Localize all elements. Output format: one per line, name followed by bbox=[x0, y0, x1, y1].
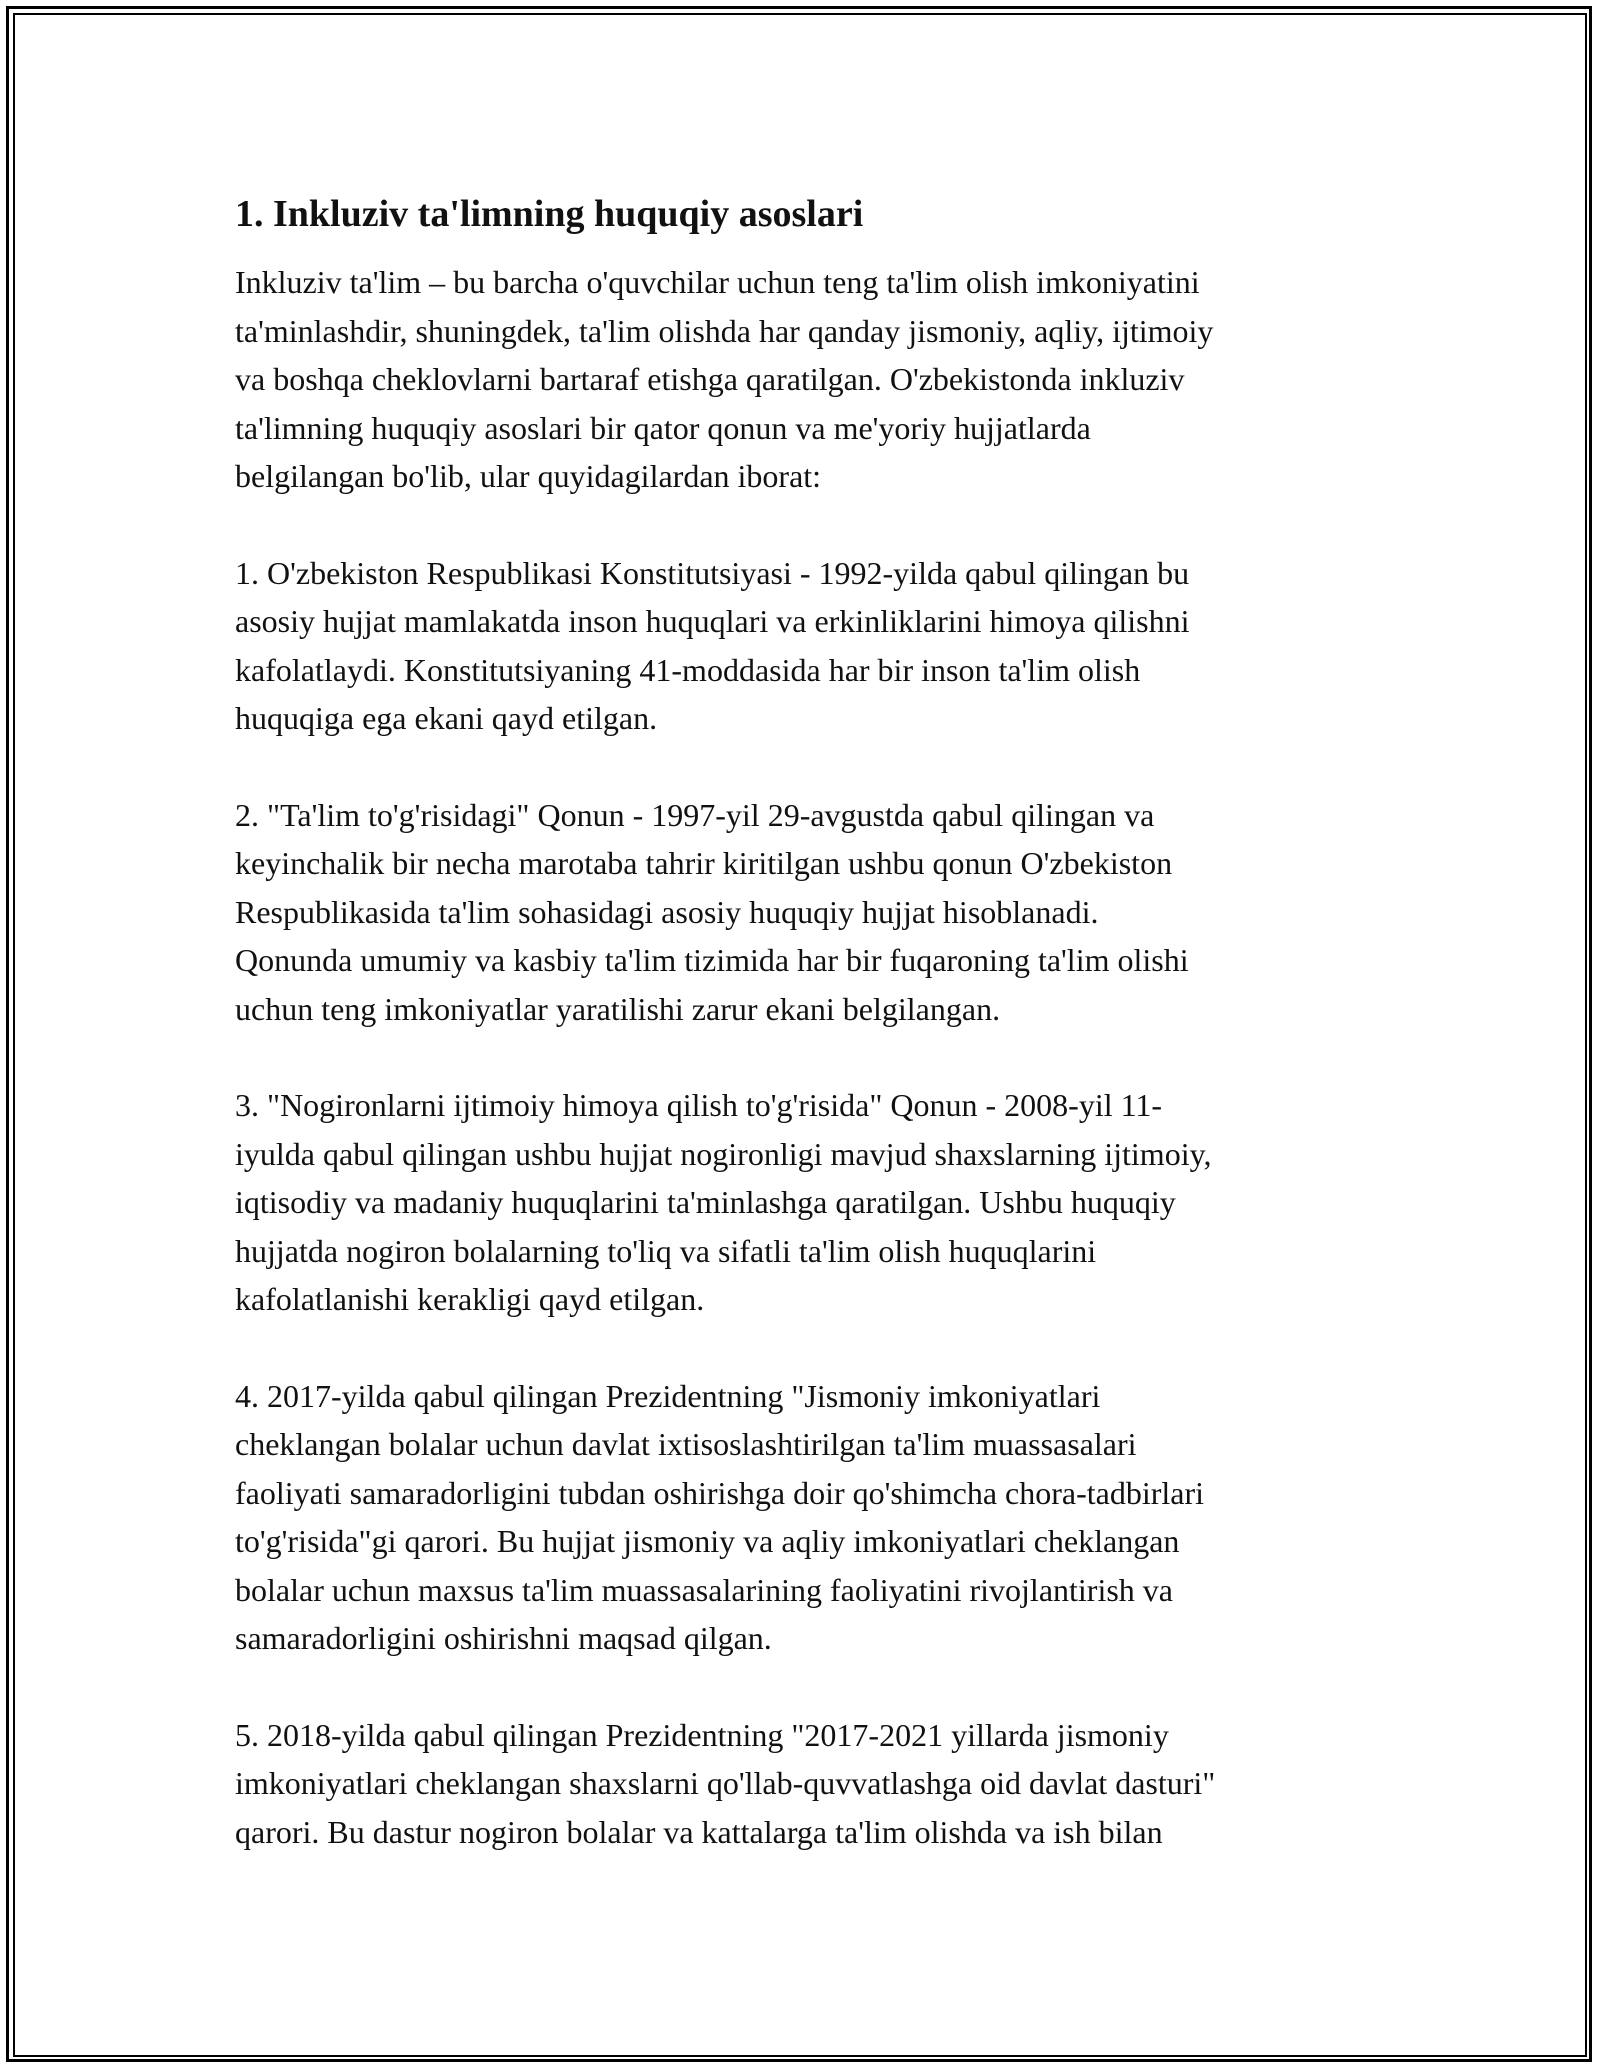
list-item-constitution bbox=[235, 549, 1395, 743]
text-line: to'g'risida"gi qarori. Bu hujjat jismoniy va aqliy imkoniyatlari cheklangan bbox=[235, 1523, 1180, 1559]
text-line: ta'minlashdir, shuningdek, ta'lim olishda har qanday jismoniy, aqliy, ijtimoiy bbox=[235, 312, 1214, 349]
text-line: keyinchalik bir necha marotaba tahrir kiritilgan ushbu qonun O'zbekiston bbox=[235, 845, 1173, 881]
text-line: samaradorligini oshirishni maqsad qilgan. bbox=[235, 1620, 772, 1656]
section-heading: 1. Inkluziv ta'limning huquqiy asoslari bbox=[235, 193, 864, 235]
text-line: va boshqa cheklovlarni bartaraf etishga qaratilgan. O'zbekistonda inkluziv bbox=[235, 361, 1185, 397]
text-line: bolalar uchun maxsus ta'lim muassasalarining faoliyatini rivojlantirish va bbox=[235, 1571, 1173, 1608]
text-line: 3. "Nogironlarni ijtimoiy himoya qilish to'g'risida" Qonun - 2008-yil 11- bbox=[235, 1087, 1163, 1123]
text-line: faoliyati samaradorligini tubdan oshirishga doir qo'shimcha chora-tadbirlari bbox=[235, 1474, 1205, 1511]
text-line: 5. 2018-yilda qabul qilingan Prezidentning "2017-2021 yillarda jismoniy bbox=[235, 1716, 1169, 1753]
text-line: Qonunda umumiy va kasbiy ta'lim tizimida har bir fuqaroning ta'lim olishi bbox=[235, 942, 1189, 978]
list-item-education-law bbox=[235, 791, 1395, 1034]
list-item-decree-2018 bbox=[235, 1711, 1395, 1857]
text-line: cheklangan bolalar uchun davlat ixtisoslashtirilgan ta'lim muassasalari bbox=[235, 1426, 1137, 1462]
intro-paragraph bbox=[235, 258, 1395, 501]
text-line: imkoniyatlari cheklangan shaxslarni qo'llab-quvvatlashga oid davlat dasturi" bbox=[235, 1765, 1216, 1801]
text-line: kafolatlanishi kerakligi qayd etilgan. bbox=[235, 1281, 705, 1317]
text-line: ta'limning huquqiy asoslari bir qator qonun va me'yoriy hujjatlarda bbox=[235, 409, 1091, 446]
text-line: Inkluziv ta'lim – bu barcha o'quvchilar uchun teng ta'lim olish imkoniyatini bbox=[235, 264, 1200, 300]
text-line: qarori. Bu dastur nogiron bolalar va kattalarga ta'lim olishda va ish bilan bbox=[235, 1813, 1163, 1850]
list-item-decree-2017 bbox=[235, 1372, 1395, 1663]
text-line: 1. O'zbekiston Respublikasi Konstitutsiyasi - 1992-yilda qabul qilingan bu bbox=[235, 554, 1190, 591]
text-line: asosiy hujjat mamlakatda inson huquqlari va erkinliklarini himoya qilishni bbox=[235, 603, 1190, 639]
text-line: Respublikasida ta'lim sohasidagi asosiy huquqiy hujjat hisoblanadi. bbox=[235, 893, 1099, 930]
document-body bbox=[235, 190, 1395, 1904]
text-line: 4. 2017-yilda qabul qilingan Prezidentning "Jismoniy imkoniyatlari bbox=[235, 1377, 1101, 1414]
text-line: uchun teng imkoniyatlar yaratilishi zarur ekani belgilangan. bbox=[235, 990, 1001, 1027]
text-line: iyulda qabul qilingan ushbu hujjat nogironligi mavjud shaxslarning ijtimoiy, bbox=[235, 1135, 1212, 1172]
text-line: kafolatlaydi. Konstitutsiyaning 41-moddasida har bir inson ta'lim olish bbox=[235, 651, 1141, 688]
text-line: 2. "Ta'lim to'g'risidagi" Qonun - 1997-yil 29-avgustda qabul qilingan va bbox=[235, 796, 1155, 833]
text-line: iqtisodiy va madaniy huquqlarini ta'minlashga qaratilgan. Ushbu huquqiy bbox=[235, 1184, 1176, 1220]
text-line: hujjatda nogiron bolalarning to'liq va sifatli ta'lim olish huquqlarini bbox=[235, 1232, 1097, 1269]
text-line: huquqiga ega ekani qayd etilgan. bbox=[235, 700, 658, 736]
list-item-disability-law bbox=[235, 1081, 1395, 1324]
text-line: belgilangan bo'lib, ular quyidagilardan iborat: bbox=[235, 458, 822, 494]
